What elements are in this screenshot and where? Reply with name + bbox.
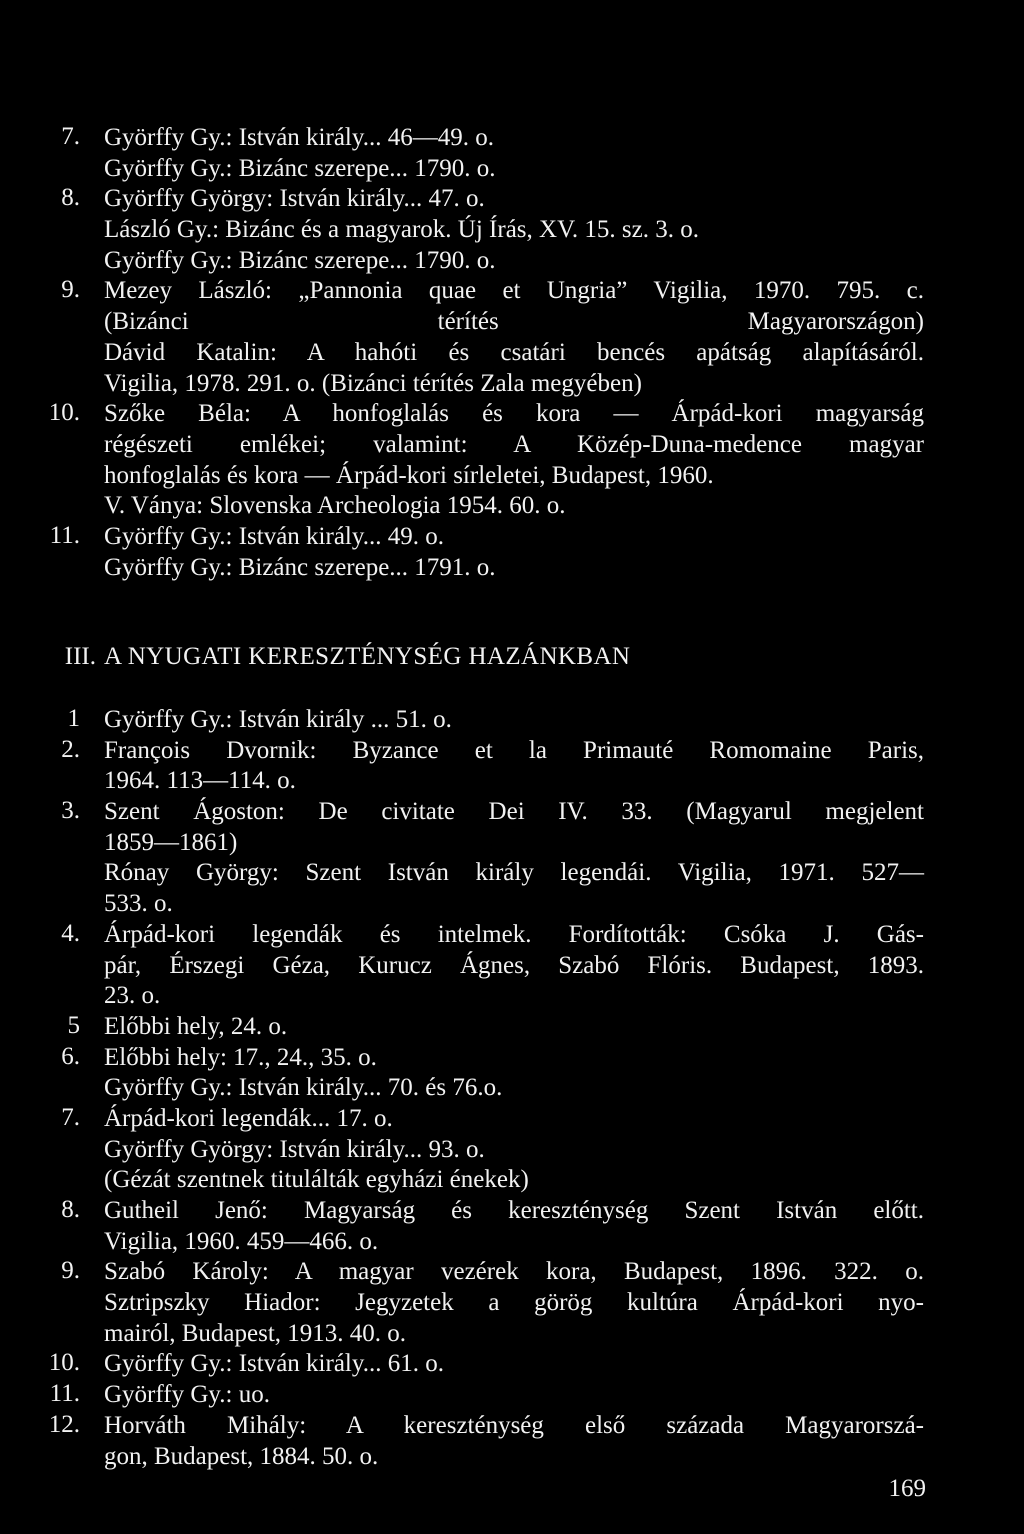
footnote-line: Györffy Gy.: István király ... 51. o. xyxy=(104,706,452,733)
footnote-line: Györffy György: István király... 47. o. xyxy=(104,185,485,213)
footnote-text xyxy=(104,123,924,184)
footnote-line: Györffy Gy.: Bizánc szerepe... 1790. o. xyxy=(104,246,496,274)
footnote-text xyxy=(104,1349,924,1380)
footnote-line: Rónay György: Szent István király legendái. Vigilia, 1971. 527— xyxy=(104,859,924,887)
footnote-number: 11. xyxy=(49,1380,80,1408)
footnote-text xyxy=(104,1380,924,1411)
footnote-text xyxy=(104,522,924,583)
footnote-line: Sztripszky Hiador: Jegyzetek a görög kultúra Árpád-kori nyo- xyxy=(104,1289,924,1317)
footnote xyxy=(0,1012,1024,1043)
footnote xyxy=(0,123,1024,184)
section-heading-number: III. xyxy=(64,643,96,670)
footnote-text xyxy=(104,920,924,1012)
footnote-line: mairól, Budapest, 1913. 40. o. xyxy=(104,1319,407,1347)
footnote xyxy=(0,184,1024,276)
footnote-text xyxy=(104,1012,924,1043)
footnote-line: Györffy Gy.: István király... 46—49. o. xyxy=(104,124,494,151)
footnote-number: 6. xyxy=(61,1042,80,1070)
footnote-text xyxy=(104,1104,924,1196)
footnote-number: 2. xyxy=(61,735,80,763)
footnote-number: 9. xyxy=(61,1257,80,1285)
footnote xyxy=(0,797,1024,920)
footnote-number: 12. xyxy=(48,1410,80,1438)
footnote-text xyxy=(104,1043,924,1104)
footnote xyxy=(0,1043,1024,1104)
footnote-line: Árpád-kori legendák... 17. o. xyxy=(104,1104,393,1132)
footnote xyxy=(0,399,1024,522)
footnote xyxy=(0,705,1024,736)
footnote-line: Györffy Gy.: uo. xyxy=(104,1381,270,1409)
footnote-line: 1859—1861) xyxy=(104,828,238,856)
footnote-number: 1 xyxy=(67,705,80,732)
footnote xyxy=(0,276,1024,399)
footnote-number: 9. xyxy=(61,276,80,304)
footnote-line: László Gy.: Bizánc és a magyarok. Új Írás, XV. 15. sz. 3. o. xyxy=(104,216,699,244)
footnote-line: Szabó Károly: A magyar vezérek kora, Budapest, 1896. 322. o. xyxy=(104,1258,924,1286)
footnote-line: Dávid Katalin: A hahóti és csatári bencés apátság alapításáról. xyxy=(104,338,924,366)
footnote-line: Györffy Gy.: Bizánc szerepe... 1790. o. xyxy=(104,154,496,182)
footnote-line: Mezey László: „Pannonia quae et Ungria” Vigilia, 1970. 795. c. xyxy=(104,277,924,305)
footnote xyxy=(0,736,1024,797)
footnote xyxy=(0,1104,1024,1196)
footnote-line: pár, Érszegi Géza, Kurucz Ágnes, Szabó Flóris. Budapest, 1893. xyxy=(104,951,924,979)
footnote-number: 3. xyxy=(61,797,80,825)
footnote-number: 4. xyxy=(61,919,80,947)
footnote-text xyxy=(104,736,924,797)
footnote-number: 7. xyxy=(61,123,80,150)
footnote-line: gon, Budapest, 1884. 50. o. xyxy=(104,1442,379,1470)
footnote-line: (Gézát szentnek titulálták egyházi énekek) xyxy=(104,1166,529,1194)
footnote-text xyxy=(104,1257,924,1349)
footnote-line: 1964. 113—114. o. xyxy=(104,767,296,795)
footnote-line: (Bizánci térítés Magyarországon) xyxy=(104,308,924,336)
footnote xyxy=(0,1380,1024,1411)
footnote-line: 533. o. xyxy=(104,890,173,918)
footnote-line: Györffy Gy.: István király... 70. és 76.o. xyxy=(104,1074,503,1102)
footnote-line: Vigilia, 1960. 459—466. o. xyxy=(104,1227,379,1255)
footnote-text xyxy=(104,797,924,920)
footnote-line: honfoglalás és kora — Árpád-kori sírleletei, Budapest, 1960. xyxy=(104,461,714,489)
footnote xyxy=(0,522,1024,583)
footnote-line: Szent Ágoston: De civitate Dei IV. 33. (Magyarul megjelent xyxy=(104,798,924,826)
footnote xyxy=(0,1257,1024,1349)
page-number: 169 xyxy=(888,1475,926,1502)
footnote-text xyxy=(104,184,924,276)
footnote-line: Előbbi hely, 24. o. xyxy=(104,1012,288,1040)
footnote xyxy=(0,920,1024,1012)
footnote-text xyxy=(104,276,924,399)
footnote-line: Árpád-kori legendák és intelmek. Fordították: Csóka J. Gás- xyxy=(104,920,924,948)
footnote-line: Györffy Gy.: István király... 49. o. xyxy=(104,522,444,550)
footnote-line: François Dvornik: Byzance et la Primauté Romomaine Paris, xyxy=(104,736,924,764)
footnote-number: 5 xyxy=(67,1011,80,1039)
footnote-line: Előbbi hely: 17., 24., 35. o. xyxy=(104,1043,377,1071)
footnote-number: 10. xyxy=(48,399,80,427)
footnote-line: V. Ványa: Slovenska Archeologia 1954. 60. o. xyxy=(104,492,566,520)
footnote-line: Györffy Gy.: István király... 61. o. xyxy=(104,1350,444,1378)
footnote-line: 23. o. xyxy=(104,982,161,1010)
footnote-line: Horváth Mihály: A kereszténység első százada Magyarorszá- xyxy=(104,1411,924,1439)
footnote-number: 8. xyxy=(61,184,80,212)
footnote-line: Györffy György: István király... 93. o. xyxy=(104,1135,485,1163)
footnote-line: Vigilia, 1978. 291. o. (Bizánci térítés Zala megyében) xyxy=(104,369,642,397)
footnote-line: régészeti emlékei; valamint: A Közép-Duna-medence magyar xyxy=(104,430,924,458)
section-heading-title: A NYUGATI KERESZTÉNYSÉG HAZÁNKBAN xyxy=(104,643,631,670)
footnote-line: Gutheil Jenő: Magyarság és kereszténység Szent István előtt. xyxy=(104,1197,924,1224)
footnote-text xyxy=(104,1411,924,1472)
footnote-line: Szőke Béla: A honfoglalás és kora — Árpád-kori magyarság xyxy=(104,400,924,428)
footnote-line: Györffy Gy.: Bizánc szerepe... 1791. o. xyxy=(104,553,496,581)
footnote xyxy=(0,1196,1024,1257)
section-ii-notes xyxy=(0,123,1024,583)
footnote-text xyxy=(104,705,924,736)
footnote-text xyxy=(104,399,924,522)
footnote-number: 11. xyxy=(49,521,80,549)
footnote-number: 7. xyxy=(61,1103,80,1131)
footnote xyxy=(0,1411,1024,1472)
footnote-number: 10. xyxy=(48,1349,80,1377)
footnote xyxy=(0,1349,1024,1380)
section-iii-notes xyxy=(0,705,1024,1472)
footnote-text xyxy=(104,1196,924,1257)
footnote-number: 8. xyxy=(61,1196,80,1223)
